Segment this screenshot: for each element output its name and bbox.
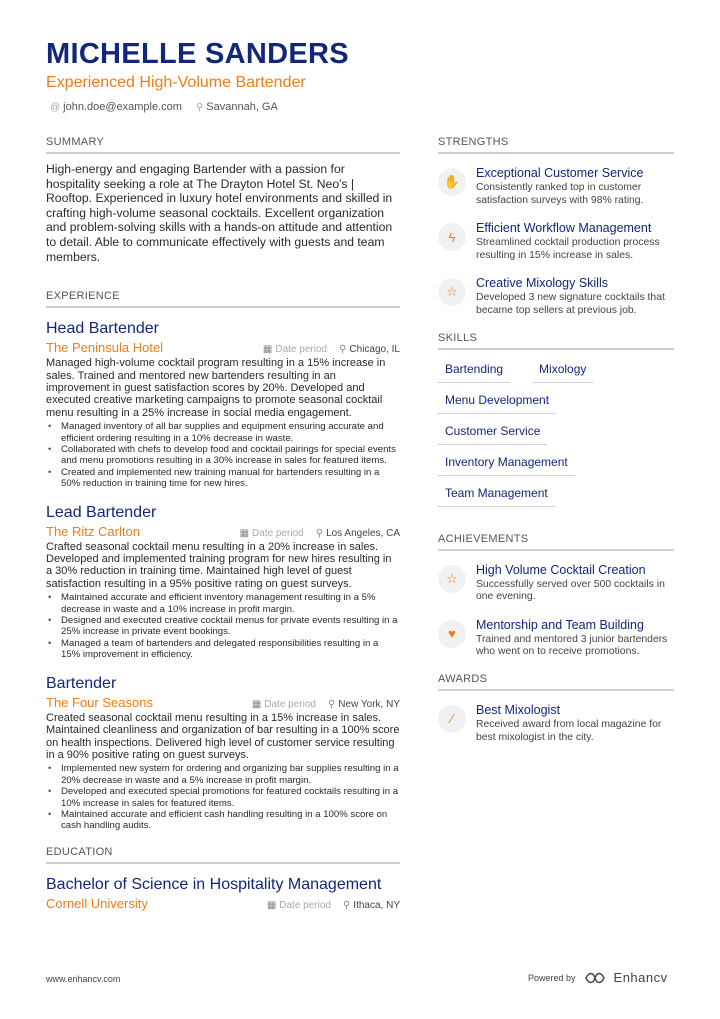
strengths-heading: STRENGTHS xyxy=(438,136,674,154)
achievements-title: High Volume Cocktail Creation xyxy=(476,562,646,577)
strengths-description: Streamlined cocktail production process resulting in 15% increase in sales. xyxy=(476,237,660,261)
achievements-item xyxy=(438,618,674,659)
wand-icon: ⁄ xyxy=(438,705,466,733)
enhancv-logo-icon xyxy=(584,971,606,985)
enhancv-brand: Enhancv xyxy=(613,970,668,985)
company-name: The Four Seasons xyxy=(46,694,153,710)
job-row xyxy=(46,695,400,710)
achievements-description: Trained and mentored 3 junior bartenders who went on to receive promotions. xyxy=(476,633,668,658)
job-location: Chicago, IL xyxy=(349,344,400,356)
job-row xyxy=(46,524,400,539)
skill-tag: Team Management xyxy=(438,482,555,507)
experience-list xyxy=(46,320,400,832)
strengths-title: Efficient Workflow Management xyxy=(476,221,652,236)
lightning-icon: ϟ xyxy=(438,223,466,251)
star-icon: ☆ xyxy=(438,565,466,593)
job-title: Head Bartender xyxy=(46,320,159,338)
job-title: Lead Bartender xyxy=(46,503,157,521)
job-meta xyxy=(252,699,400,710)
job-location: Los Angeles, CA xyxy=(326,527,400,539)
skills-list xyxy=(438,358,674,513)
job-description: Created seasonal cocktail menu resulting in a 15% increase in sales. Maintained cleanliness and organization of bar resulting in a 100% score on health inspections. Delivered high level of customer service resulting in a 90% positive rating on guest surveys. xyxy=(46,711,400,761)
footer-branding xyxy=(528,970,668,985)
job-meta xyxy=(240,528,400,539)
company-name: The Ritz Carlton xyxy=(46,523,140,539)
job-bullets xyxy=(46,592,400,660)
job-location: New York, NY xyxy=(338,698,400,710)
job-period: Date period xyxy=(275,344,328,356)
job-period: Date period xyxy=(264,698,316,710)
awards-heading: AWARDS xyxy=(438,673,674,691)
job-bullet: • Managed a team of bartenders and delegated responsibilities resulting in a 15% improvement in efficiency. xyxy=(46,638,400,661)
job-row xyxy=(46,340,400,355)
achievements-item xyxy=(438,563,674,604)
achievements-heading: ACHIEVEMENTS xyxy=(438,533,674,551)
calendar-icon: ▦ xyxy=(266,899,277,911)
skill-tag: Customer Service xyxy=(438,420,547,445)
at-icon: @ xyxy=(50,102,61,113)
education-row xyxy=(46,896,400,911)
summary-heading: SUMMARY xyxy=(46,136,400,154)
star-icon: ☆ xyxy=(438,278,466,306)
location-pin-icon: ⚲ xyxy=(339,344,347,356)
awards-title: Best Mixologist xyxy=(476,702,561,717)
job-period: Date period xyxy=(252,527,304,539)
summary-text: High-energy and engaging Bartender with a passion for hospitality seeking a role at The Drayton Hotel St. Neo's | Rooftop. Experienced in luxury hotel environments and skilled in crafting high-volume seasonal cocktails. Excellent organization and problem-solving skills with a hands-on attitude and attention to detail. Able to communicate effectively with guests and team members. xyxy=(46,162,393,264)
education-location: Ithaca, NY xyxy=(353,899,400,911)
experience-item xyxy=(46,320,400,489)
job-bullet: • Developed and executed special promotions for featured cocktails resulting in a 10% increase in sales for featured items. xyxy=(46,786,400,809)
location-pin-icon: ⚲ xyxy=(342,899,351,911)
education-period: Date period xyxy=(279,899,331,911)
job-bullet: • Collaborated with chefs to develop food and cocktail pairings for special events and menu promotions resulting in a 30% increase in sales for featured items. xyxy=(46,444,400,467)
experience-item xyxy=(46,504,400,661)
strengths-item xyxy=(438,221,674,262)
location-pin-icon: ⚲ xyxy=(195,102,204,113)
achievements-list xyxy=(438,563,674,659)
company-name: The Peninsula Hotel xyxy=(46,340,164,356)
skill-tag: Bartending xyxy=(438,358,510,383)
job-bullet: • Designed and executed creative cocktail menus for private events resulting in a 25% increase in private event bookings. xyxy=(46,615,400,638)
heart-icon: ♥ xyxy=(438,620,466,648)
skills-heading: SKILLS xyxy=(438,332,674,350)
job-description: Crafted seasonal cocktail menu resulting in a 20% increase in sales. Developed and implemented training program for new hires resulting in a 30% reduction in training time. Maintained high level of guest satisfaction resulting in a 95% positive rating on guest surveys. xyxy=(46,540,392,590)
contact-row xyxy=(50,101,278,113)
job-bullets xyxy=(46,763,400,831)
experience-item xyxy=(46,675,400,832)
location-pin-icon: ⚲ xyxy=(327,698,336,710)
job-bullet: • Maintained accurate and efficient inventory management resulting in a 5% decrease in waste and a 10% increase in profit margin. xyxy=(46,592,400,615)
school-name: Cornell University xyxy=(46,895,148,911)
job-bullets xyxy=(46,421,400,489)
location-text: Savannah, GA xyxy=(206,101,278,113)
calendar-icon: ▦ xyxy=(239,527,250,539)
footer-website[interactable]: www.enhancv.com xyxy=(46,974,121,984)
left-column xyxy=(46,136,400,913)
job-description: Managed high-volume cocktail program resulting in a 15% increase in sales. Trained and mentored new bartenders resulting in an improvement in guest satisfaction scores by 20%. Developed and executed creative marketing campaigns to promote seasonal cocktail menu resulting in a 25% increase in social media engagement. xyxy=(46,357,386,419)
calendar-icon: ▦ xyxy=(262,344,273,356)
location-item xyxy=(196,101,278,113)
email-text: john.doe@example.com xyxy=(63,101,182,113)
strengths-item xyxy=(438,166,674,207)
job-bullet: • Implemented new system for ordering and organizing bar supplies resulting in a 20% decrease in waste and a 5% increase in profit margin. xyxy=(46,763,400,786)
candidate-name: MICHELLE SANDERS xyxy=(46,38,349,70)
strengths-title: Creative Mixology Skills xyxy=(476,276,608,291)
job-bullet: • Created and implemented new training manual for bartenders resulting in a 50% reduction in training time for new hires. xyxy=(46,467,400,490)
job-meta xyxy=(263,344,400,355)
strengths-title: Exceptional Customer Service xyxy=(476,166,644,180)
achievements-description: Successfully served over 500 cocktails in one evening. xyxy=(476,578,665,603)
powered-by-label: Powered by xyxy=(528,972,576,983)
right-column xyxy=(438,136,674,758)
awards-item xyxy=(438,703,674,744)
education-meta xyxy=(267,900,400,911)
awards-list xyxy=(438,703,674,744)
education-heading: EDUCATION xyxy=(46,846,400,864)
calendar-icon: ▦ xyxy=(251,698,262,710)
skill-tag: Menu Development xyxy=(438,389,556,414)
strengths-description: Consistently ranked top in customer satisfaction surveys with 98% rating. xyxy=(476,182,644,206)
experience-heading: EXPERIENCE xyxy=(46,290,400,308)
degree-title: Bachelor of Science in Hospitality Management xyxy=(46,875,382,893)
achievements-title: Mentorship and Team Building xyxy=(476,617,644,632)
awards-description: Received award from local magazine for best mixologist in the city. xyxy=(476,718,662,743)
candidate-title: Experienced High-Volume Bartender xyxy=(46,74,306,91)
handshake-icon: ✋ xyxy=(438,168,466,196)
job-title: Bartender xyxy=(46,674,117,692)
skill-tag: Inventory Management xyxy=(438,451,575,476)
job-bullet: • Managed inventory of all bar supplies and equipment ensuring accurate and efficient ordering resulting in a 10% decrease in waste. xyxy=(46,421,400,444)
location-pin-icon: ⚲ xyxy=(315,527,324,539)
job-bullet: • Maintained accurate and efficient cash handling resulting in a 100% score on cash handling audits. xyxy=(46,809,400,832)
strengths-description: Developed 3 new signature cocktails that became top sellers at previous job. xyxy=(476,292,665,316)
strengths-item xyxy=(438,276,674,317)
strengths-list xyxy=(438,166,674,318)
skill-tag: Mixology xyxy=(532,358,593,383)
email-item[interactable] xyxy=(50,101,182,113)
